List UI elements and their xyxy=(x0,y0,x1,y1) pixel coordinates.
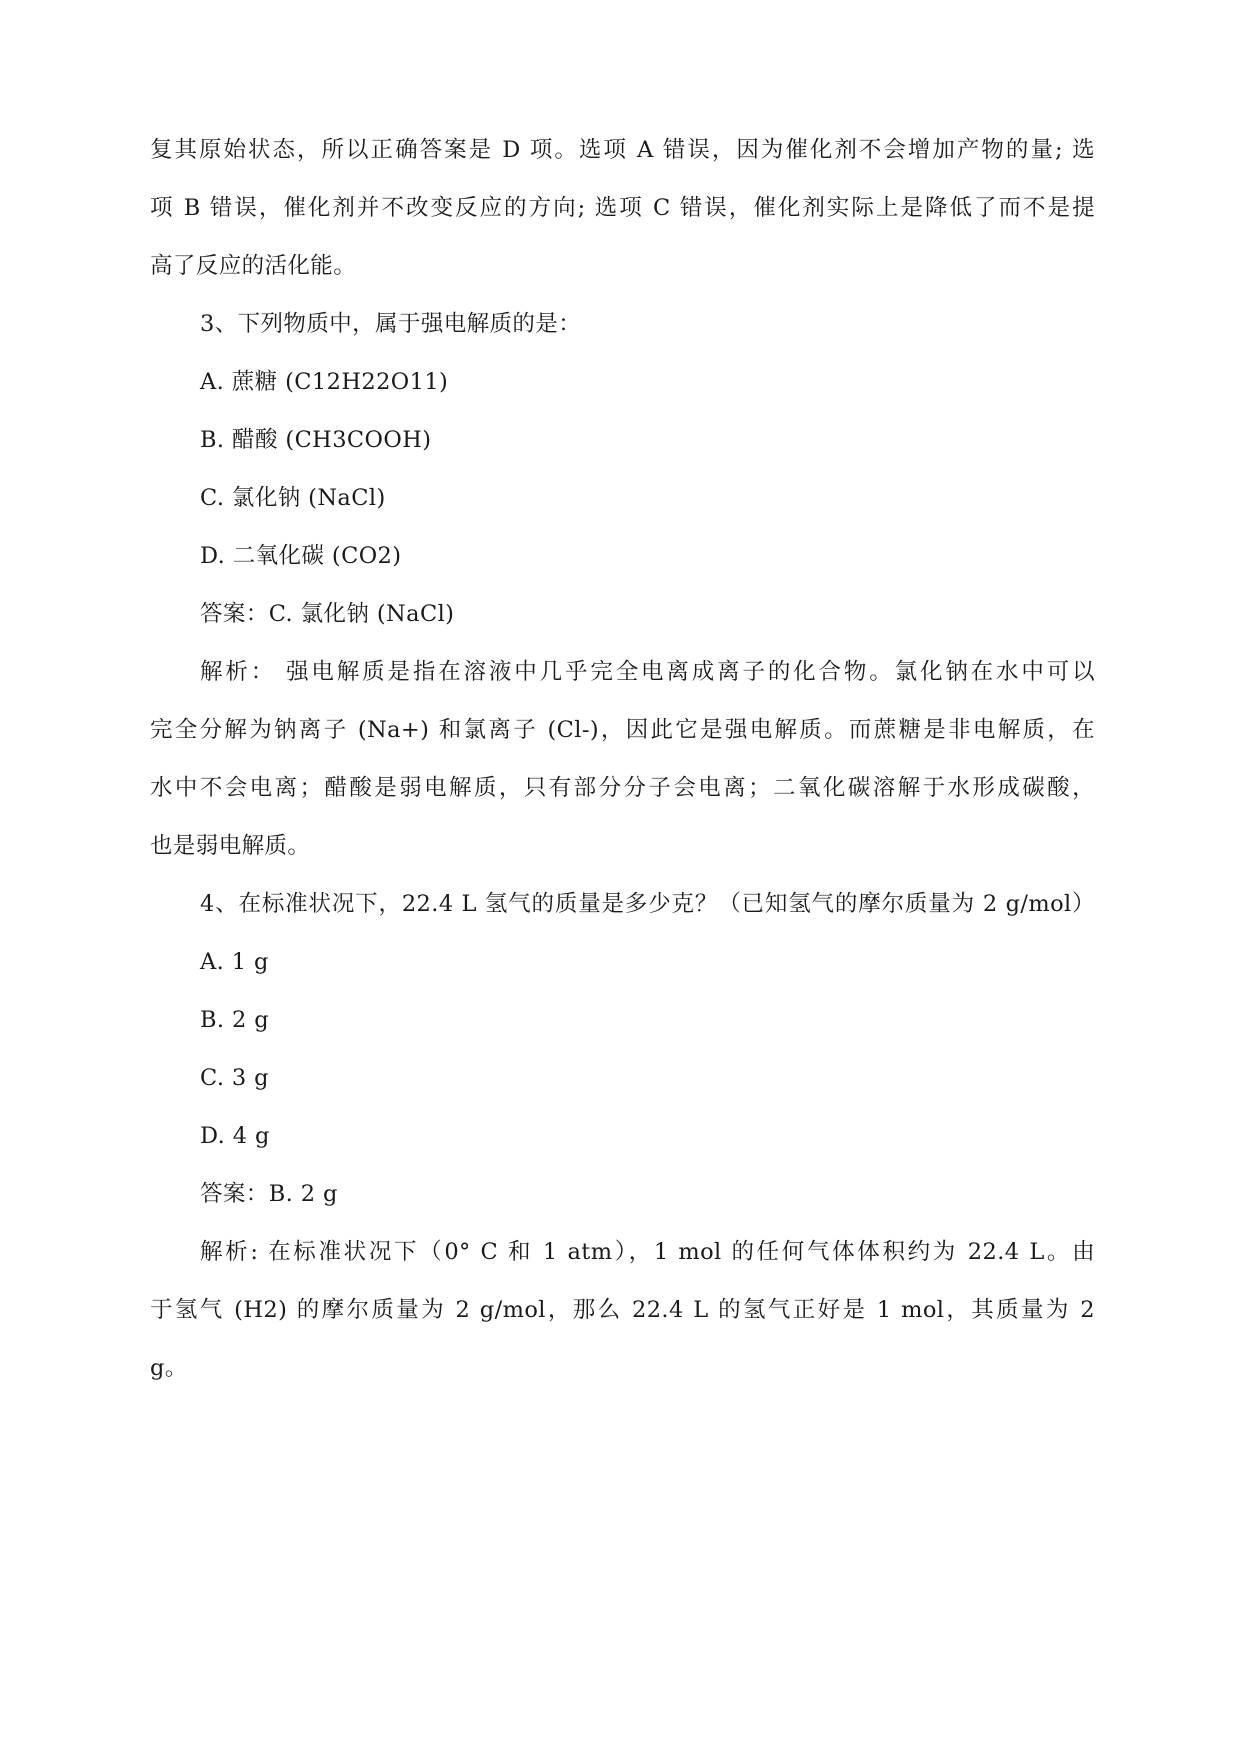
question-3-option-b: B. 醋酸 (CH3COOH) xyxy=(200,427,432,453)
explanation-2-line-3: 高了反应的活化能。 xyxy=(150,253,357,279)
question-4-answer: 答案：B. 2 g xyxy=(200,1181,338,1207)
explanation-2-line-1: 复其原始状态，所以正确答案是 D 项。选项 A 错误，因为催化剂不会增加产物的量; 选 xyxy=(150,137,1095,163)
question-3-option-c: C. 氯化钠 (NaCl) xyxy=(200,485,386,511)
question-4-explanation-line-3: g。 xyxy=(150,1355,188,1381)
question-4-option-c: C. 3 g xyxy=(200,1065,269,1091)
question-3-explanation-line-1: 解析： 强电解质是指在溶液中几乎完全电离成离子的化合物。氯化钠在水中可以 xyxy=(200,659,1095,685)
question-3-option-a: A. 蔗糖 (C12H22O11) xyxy=(200,369,449,395)
question-3-option-d: D. 二氧化碳 (CO2) xyxy=(200,543,402,569)
question-4-option-d: D. 4 g xyxy=(200,1123,270,1149)
question-4-option-a: A. 1 g xyxy=(200,949,269,975)
question-3-explanation-line-2: 完全分解为钠离子 (Na+) 和氯离子 (Cl-)，因此它是强电解质。而蔗糖是非电解质，在 xyxy=(150,717,1095,743)
question-3-stem: 3、下列物质中，属于强电解质的是： xyxy=(200,311,582,337)
question-3-answer: 答案：C. 氯化钠 (NaCl) xyxy=(200,601,455,627)
question-4-stem: 4、在标准状况下，22.4 L 氢气的质量是多少克？（已知氢气的摩尔质量为 2 g/mol） xyxy=(200,891,1095,917)
question-4-explanation-line-2: 于氢气 (H2) 的摩尔质量为 2 g/mol，那么 22.4 L 的氢气正好是 1 mol，其质量为 2 xyxy=(150,1297,1095,1323)
question-3-explanation-line-3: 水中不会电离；醋酸是弱电解质，只有部分分子会电离；二氧化碳溶解于水形成碳酸， xyxy=(150,775,1095,801)
question-4-explanation-line-1: 解析: 在标准状况下（0° C 和 1 atm），1 mol 的任何气体体积约为 22.4 L。由 xyxy=(200,1239,1095,1265)
explanation-2-line-2: 项 B 错误，催化剂并不改变反应的方向; 选项 C 错误，催化剂实际上是降低了而不是提 xyxy=(150,195,1095,221)
question-4-option-b: B. 2 g xyxy=(200,1007,270,1033)
question-3-explanation-line-4: 也是弱电解质。 xyxy=(150,833,311,859)
